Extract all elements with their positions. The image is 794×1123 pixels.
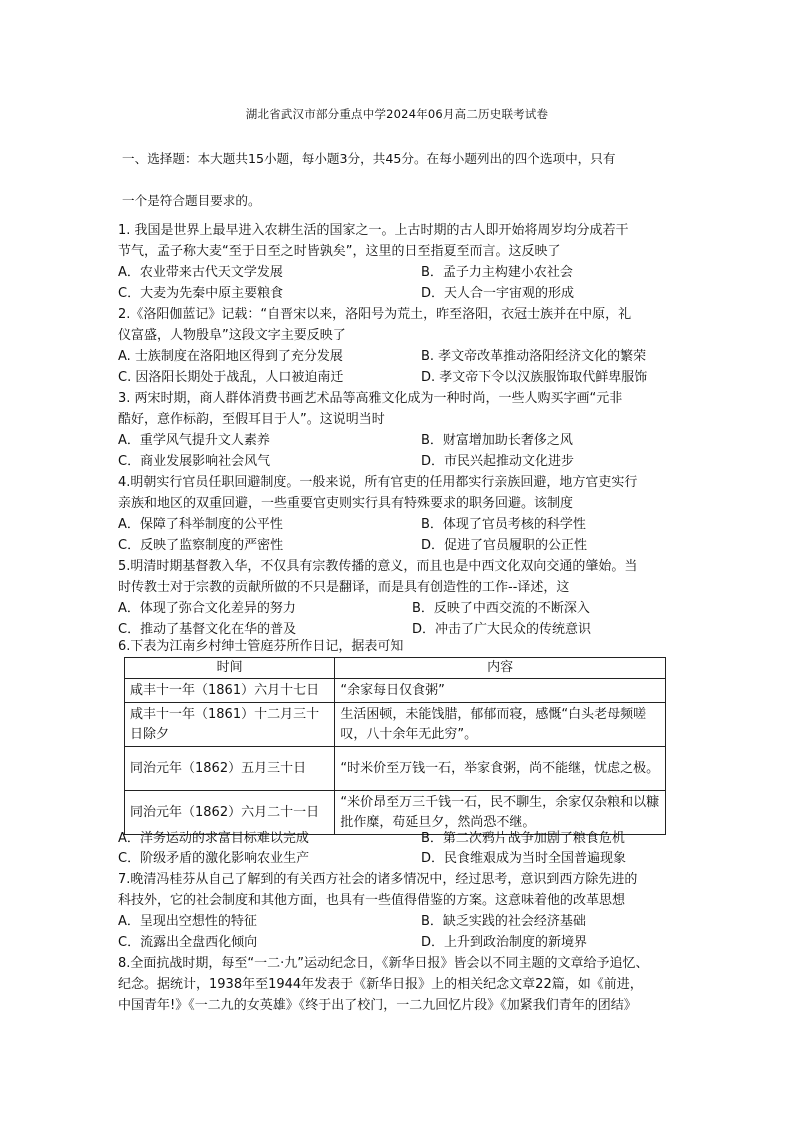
- table-cell-content: “时米价至万钱一石，举家食粥，尚不能继，忧虑之极。: [335, 747, 666, 791]
- table-row: [125, 791, 666, 835]
- question-2-option-b: B. 孝文帝改革推动洛阳经济文化的繁荣: [421, 349, 647, 364]
- question-1-option-d: D．天人合一宇宙观的形成: [421, 286, 575, 301]
- table-header-row: [125, 658, 666, 679]
- question-5-option-d: D．冲击了广大民众的传统意识: [412, 622, 592, 637]
- question-3-option-a: A．重学风气提升文人素养: [118, 433, 270, 448]
- question-4-option-b: B．体现了官员考核的科学性: [421, 517, 586, 532]
- table-cell-time: 同治元年（1862）五月三十日: [125, 747, 335, 791]
- table-cell-content: “米价昂至万三千钱一石，民不聊生，余家仅杂粮和以糠批作糜，苟延旦夕，然尚恐不继。: [335, 791, 666, 835]
- question-6-option-a: A．洋务运动的求富目标难以完成: [118, 831, 309, 846]
- question-6-option-b: B．第二次鸦片战争加剧了粮食危机: [421, 831, 625, 846]
- page-title: 湖北省武汉市部分重点中学2024年06月高二历史联考试卷: [245, 107, 549, 121]
- question-1-option-a: A．农业带来古代天文学发展: [118, 265, 283, 280]
- question-7-stem-line-1: 7.晚清冯桂芬从自己了解到的有关西方社会的诸多情况中，经过思考，意识到西方除先进的: [118, 872, 638, 887]
- table-header-content: 内容: [335, 658, 666, 679]
- question-1-option-b: B．孟子力主构建小农社会: [421, 265, 573, 280]
- question-8-stem-line-3: 中国青年!》《一二九的女英雄》《终于出了校门，一二九回忆片段》《加紧我们青年的团结》: [118, 998, 637, 1013]
- question-4-stem-line-2: 亲族和地区的双重回避，一些重要官吏则实行具有特殊要求的职务回避。该制度: [118, 496, 574, 511]
- question-2-stem-line-1: 2.《洛阳伽蓝记》记载：“自晋宋以来，洛阳号为荒土，昨至洛阳，衣冠士族并在中原，礼: [118, 307, 632, 322]
- question-3-stem-line-1: 3. 两宋时期，商人群体消费书画艺术品等高雅文化成为一种时尚，一些人购买字画“元非: [118, 391, 623, 406]
- question-3-option-c: C．商业发展影响社会风气: [118, 454, 271, 469]
- table-cell-content: 生活困顿，未能饯腊，郁郁而寝，感慨“白头老母频嗟叹，八十余年无此穷”。: [335, 703, 666, 747]
- question-2-option-d: D. 孝文帝下令以汉族服饰取代鲜卑服饰: [421, 370, 648, 385]
- question-4-stem-line-1: 4.明朝实行官员任职回避制度。一般来说，所有官吏的任用都实行亲族回避，地方官吏实行: [118, 475, 638, 490]
- question-1-stem-line-2: 节气，孟子称大麦“至于日至之时皆孰矣”，这里的日至指夏至而言。这反映了: [118, 244, 561, 259]
- question-4-option-a: A．保障了科举制度的公平性: [118, 517, 283, 532]
- question-1-option-c: C．大麦为先秦中原主要粮食: [118, 286, 284, 301]
- question-3-option-d: D．市民兴起推动文化进步: [421, 454, 575, 469]
- question-7-option-b: B．缺乏实践的社会经济基础: [421, 914, 586, 929]
- question-4-option-d: D．促进了官员履职的公正性: [421, 538, 588, 553]
- question-5-stem-line-2: 时传教士对于宗教的贡献所做的不只是翻译，而是具有创造性的工作--译述，这: [118, 580, 570, 595]
- table-cell-time: 咸丰十一年（1861）十二月三十日除夕: [125, 703, 335, 747]
- question-6-option-c: C．阶级矛盾的激化影响农业生产: [118, 851, 310, 866]
- section-instruction-line-1: 一、选择题：本大题共15小题，每小题3分，共45分。在每小题列出的四个选项中，只有: [122, 151, 616, 166]
- table-cell-time: 咸丰十一年（1861）六月十七日: [125, 679, 335, 703]
- table-cell-content: “余家每日仅食粥”: [335, 679, 666, 703]
- table-row: [125, 747, 666, 791]
- question-2-stem-line-2: 仪富盛，人物殷阜”这段文字主要反映了: [118, 328, 346, 343]
- question-5-option-b: B．反映了中西交流的不断深入: [412, 601, 590, 616]
- question-5-option-a: A．体现了弥合文化差异的努力: [118, 601, 296, 616]
- diary-table: [124, 657, 666, 835]
- question-7-option-d: D．上升到政治制度的新境界: [421, 935, 588, 950]
- question-3-option-b: B．财富增加助长奢侈之风: [421, 433, 573, 448]
- question-4-option-c: C．反映了监察制度的严密性: [118, 538, 284, 553]
- question-5-option-c: C．推动了基督文化在华的普及: [118, 622, 297, 637]
- question-7-option-c: C．流露出全盘西化倾向: [118, 935, 258, 950]
- question-3-stem-line-2: 酷好，意作标韵，至假耳目于人”。这说明当时: [118, 412, 385, 427]
- question-8-stem-line-2: 纪念。据统计，1938年至1944年发表于《新华日报》上的相关纪念文章22篇，如《前进，: [118, 977, 643, 992]
- question-1-stem-line-1: 1. 我国是世界上最早进入农耕生活的国家之一。上古时期的古人即开始将周岁均分成若干: [118, 223, 629, 238]
- table-header-time: 时间: [125, 658, 335, 679]
- table-row: [125, 679, 666, 703]
- section-instruction-line-2: 一个是符合题目要求的。: [122, 193, 261, 208]
- question-5-stem-line-1: 5.明清时期基督教入华，不仅具有宗教传播的意义，而且也是中西文化双向交通的肇始。当: [118, 559, 638, 574]
- question-8-stem-line-1: 8.全面抗战时期，每至“一二·九”运动纪念日，《新华日报》皆会以不同主题的文章给予追忆、: [118, 956, 649, 971]
- table-cell-time: 同治元年（1862）六月二十一日: [125, 791, 335, 835]
- question-7-option-a: A．呈现出空想性的特征: [118, 914, 257, 929]
- question-7-stem-line-2: 科技外，它的社会制度和其他方面，也具有一些值得借鉴的方案。这意味着他的改革思想: [118, 893, 626, 908]
- question-6-stem-line-1: 6.下表为江南乡村绅士管庭芬所作日记，据表可知: [118, 639, 404, 654]
- question-2-option-c: C. 因洛阳长期处于战乱，人口被迫南迁: [118, 370, 344, 385]
- table-row: [125, 703, 666, 747]
- question-2-option-a: A. 士族制度在洛阳地区得到了充分发展: [118, 349, 343, 364]
- question-6-option-d: D．民食维艰成为当时全国普遍现象: [421, 851, 627, 866]
